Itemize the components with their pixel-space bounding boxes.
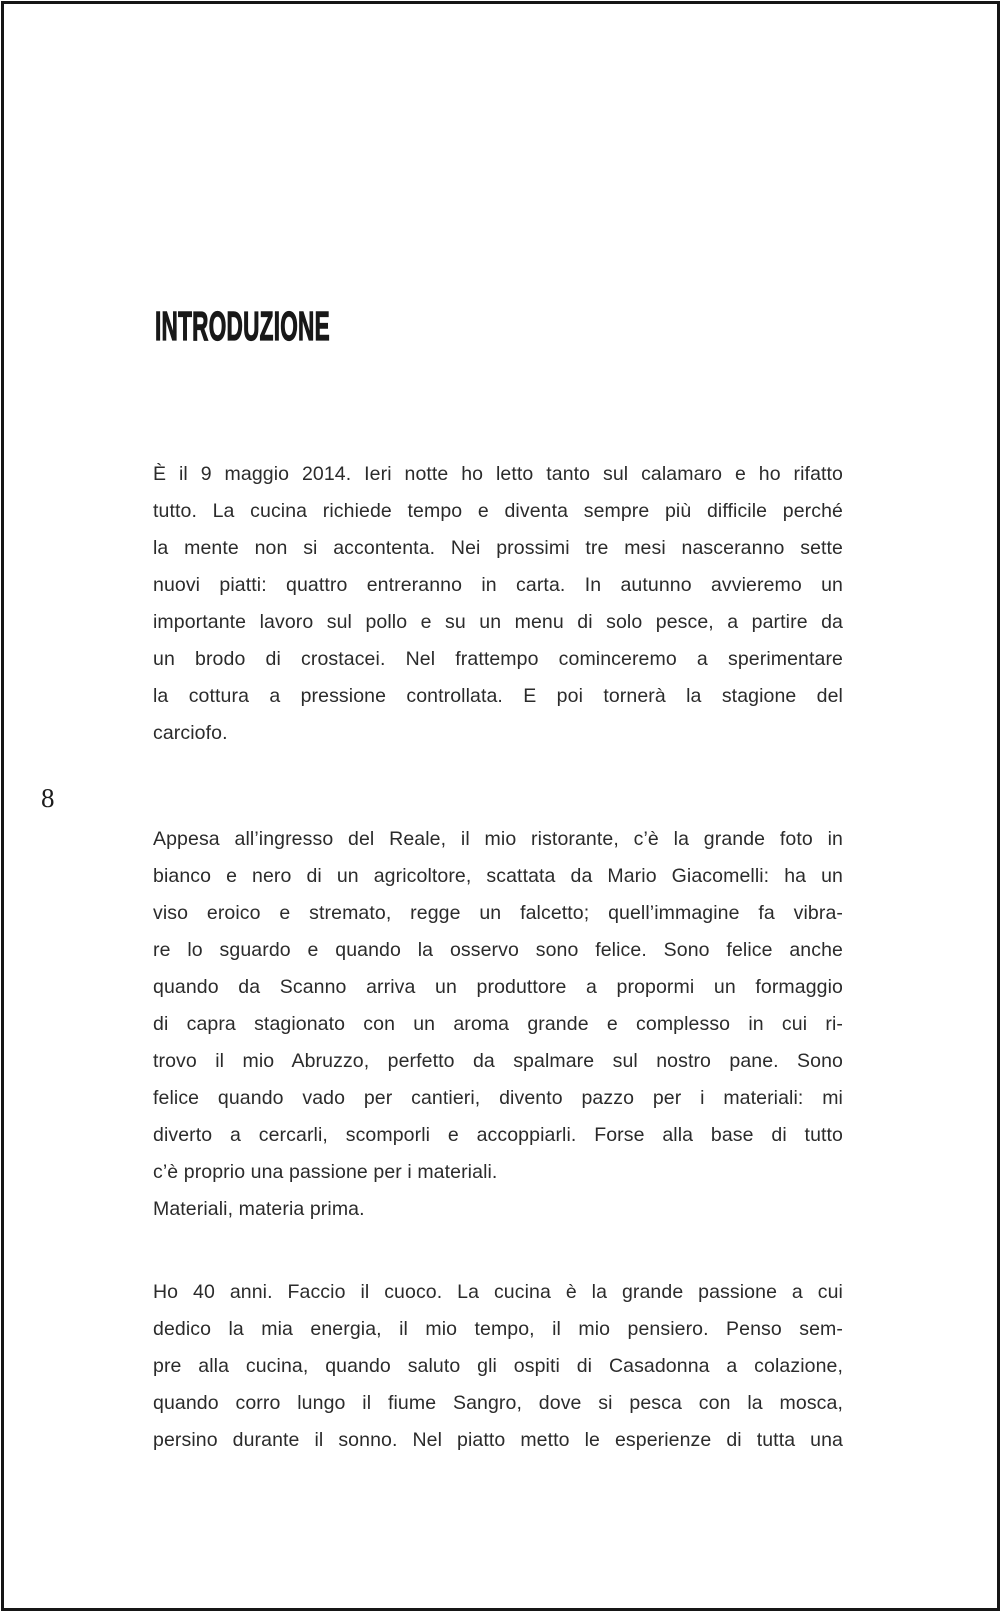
text-line: È il 9 maggio 2014. Ieri notte ho letto tanto sul calamaro e ho rifatto: [153, 463, 843, 485]
text-line: tutto. La cucina richiede tempo e diventa sempre più difficile perché: [153, 500, 843, 522]
text-line: carciofo.: [153, 722, 228, 744]
text-line: nuovi piatti: quattro entreranno in carta. In autunno avvieremo un: [153, 574, 843, 596]
text-line: c’è proprio una passione per i materiali.: [153, 1161, 498, 1183]
text-line: un brodo di crostacei. Nel frattempo cominceremo a sperimentare: [153, 648, 843, 670]
paragraph-2: [153, 821, 843, 1228]
text-line: quando corro lungo il fiume Sangro, dove si pesca con la mosca,: [153, 1392, 843, 1414]
page-title: INTRODUZIONE: [155, 303, 330, 349]
page-number: 8: [41, 783, 55, 813]
text-line: viso eroico e stremato, regge un falcetto; quell’immagine fa vibra-: [153, 902, 843, 924]
text-line: dedico la mia energia, il mio tempo, il mio pensiero. Penso sem-: [153, 1318, 843, 1340]
text-line: di capra stagionato con un aroma grande e complesso in cui ri-: [153, 1013, 843, 1035]
text-line: Ho 40 anni. Faccio il cuoco. La cucina è la grande passione a cui: [153, 1281, 843, 1303]
paragraph-3: [153, 1274, 843, 1459]
text-line: Materiali, materia prima.: [153, 1198, 365, 1220]
text-line: importante lavoro sul pollo e su un menu di solo pesce, a partire da: [153, 611, 843, 633]
text-line: quando da Scanno arriva un produttore a propormi un formaggio: [153, 976, 843, 998]
text-line: trovo il mio Abruzzo, perfetto da spalmare sul nostro pane. Sono: [153, 1050, 843, 1072]
text-line: persino durante il sonno. Nel piatto metto le esperienze di tutta una: [153, 1429, 843, 1451]
text-line: pre alla cucina, quando saluto gli ospiti di Casadonna a colazione,: [153, 1355, 843, 1377]
text-line: la cottura a pressione controllata. E poi tornerà la stagione del: [153, 685, 843, 707]
text-line: Appesa all’ingresso del Reale, il mio ristorante, c’è la grande foto in: [153, 828, 843, 850]
text-line: bianco e nero di un agricoltore, scattata da Mario Giacomelli: ha un: [153, 865, 843, 887]
text-line: la mente non si accontenta. Nei prossimi tre mesi nasceranno sette: [153, 537, 843, 559]
text-line: felice quando vado per cantieri, divento pazzo per i materiali: mi: [153, 1087, 843, 1109]
paragraph-1: [153, 456, 843, 752]
text-line: diverto a cercarli, scomporli e accoppiarli. Forse alla base di tutto: [153, 1124, 843, 1146]
text-line: re lo sguardo e quando la osservo sono felice. Sono felice anche: [153, 939, 843, 961]
